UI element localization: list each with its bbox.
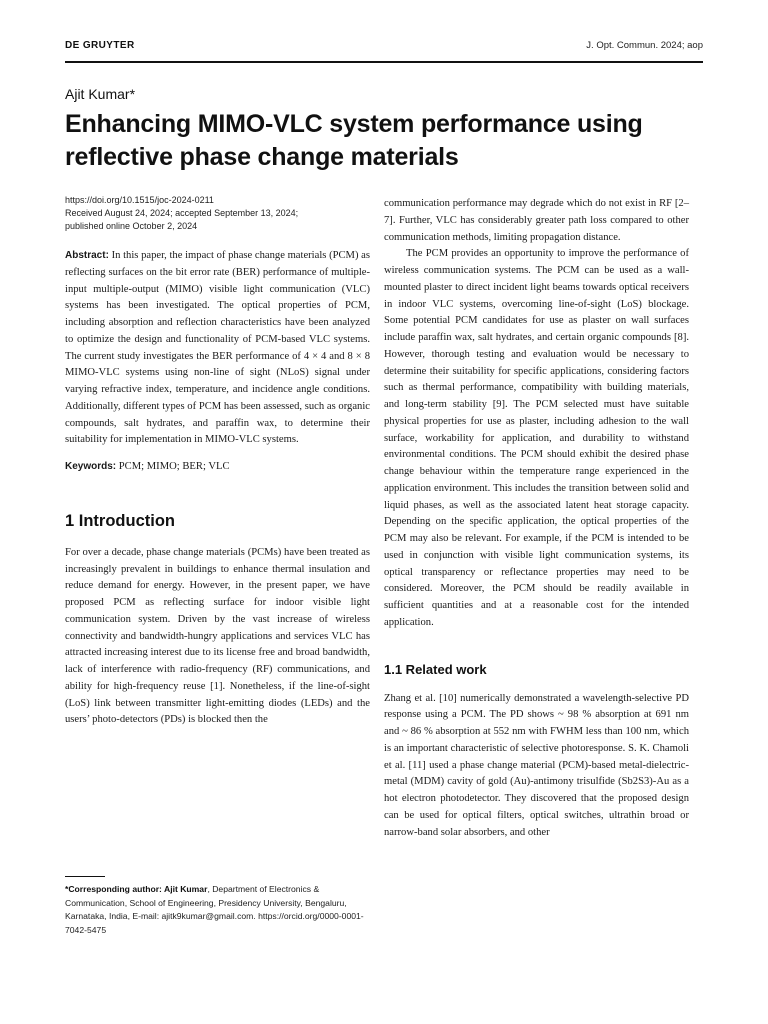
left-column	[65, 194, 370, 729]
article-metadata	[65, 194, 370, 233]
abstract-label: Abstract:	[65, 250, 109, 261]
keywords-text: PCM; MIMO; BER; VLC	[118, 461, 230, 472]
keywords-label: Keywords:	[65, 461, 117, 472]
footnote-rule	[65, 876, 105, 877]
related-work-paragraph-1: Zhang et al. [10] numerically demonstrated a wavelength-selective PD response using a PCM. The PD shows ~ 98 % absorption at 691 nm and ~ 86 % absorption at 552 nm with FWHM less than 100 nm, which is an important characteristic of selective photoresponse. S. K. Chamoli et al. [11] used a phase change material (PCM)-based metal-dielectric-metal (MDM) cavity of gold (Au)-antimony trisulfide (Sb2S3)-Au as a hot electron photodetector. They discovered that the proposed design can be used for optical filters, optical switches, ultrathin broad or narrow-band solar absorbers, and other	[384, 692, 689, 838]
abstract-text: In this paper, the impact of phase change materials (PCM) as reflecting surfaces on the bit error rate (BER) performance of multiple-input multiple-output (MIMO) visible light communication (VLC) systems has been investigated. The optical properties of PCM, including absorption and reflection characteristics have been analyzed to optimize the design and functionality of PCM-based VLC systems. The current study investigates the BER performance of 4 × 4 and 8 × 8 MIMO-VLC systems using non-line of sight (NLoS) signal under varying refractive index, temperature, and incidence angle conditions. Additionally, different types of PCM has been assessed, such as organic compounds, salt hydrates, and paraffin wax, to determine their suitability for implementation in MIMO-VLC systems.	[65, 250, 370, 446]
introduction-paragraph-1: For over a decade, phase change materials (PCMs) have been treated as increasingly prevalent in buildings to enhance thermal insulation and reduce demand for energy. However, in the present paper, we have proposed PCM as reflecting surface for indoor visible light communication system. Driven by the vast increase of wireless connectivity and bandwidth-hungry applications and services VLC has attracted increasing interest due to its license free and broad bandwidth, lack of interference with radio-frequency (RF) communications, and ability for high-frequency reuse [1]. Nonetheless, if the line-of-sight (LoS) link between transmitter light-emitting diodes (LEDs) and the users’ photo-detectors (PDs) is blocked then the	[65, 546, 370, 726]
corresponding-author-footnote	[65, 883, 370, 937]
published-date: published online October 2, 2024	[65, 221, 198, 231]
doi-link[interactable]: https://doi.org/10.1515/joc-2024-0211	[65, 195, 214, 205]
abstract	[65, 248, 370, 449]
running-header	[65, 40, 703, 56]
related-work-body	[384, 691, 689, 842]
introduction-paragraph-2: The PCM provides an opportunity to improve the performance of wireless communication systems. The PCM can be used as a wall-mounted plaster to direct incident light beams towards optical receivers in indoor VLC systems, overcoming line-of-sight (LoS) blockage. Some potential PCM candidates for use as plaster on wall surfaces include paraffin wax, salt hydrates, and certain organic compounds [8]. However, thorough testing and evaluation would be necessary to determine their suitability for specific applications, considering factors such as thermal performance, compatibility with building materials, and long-term stability [9]. The PCM selected must have suitable physical properties for use as plaster, including adhesion to the wall surface, workability for application, and durability to withstand environmental conditions. The PCM should exhibit the desired phase change behaviour within the temperature range experienced in the application environment. This includes the transition between solid and liquid phases, as well as the associated latent heat storage capacity. Depending on the specific application, the optical properties of the PCM may also be relevant. For example, if the PCM is intended to be used in conjunction with visible light communication systems, its optical transparency or reflectance properties may need to be considered. Moreover, the PCM should be readily available in sufficient quantities and at a reasonable cost for the intended application.	[384, 248, 689, 628]
footnote-text: , Department of Electronics & Communication, School of Engineering, Presidency University, Bengaluru, Karnataka, India, E-mail: ajitk9kumar@gmail.com. https://orcid.org/0000-0001-7042-5475	[65, 884, 364, 935]
introduction-paragraph-1-continued: communication performance may degrade which do not exist in RF [2–7]. Further, VLC has considerably greater path loss compared to other communication methods, limiting propagation distance.	[384, 198, 689, 243]
journal-reference: J. Opt. Commun. 2024; aop	[586, 40, 703, 51]
introduction-heading: 1 Introduction	[65, 511, 175, 530]
right-column	[384, 196, 689, 841]
paper-title: Enhancing MIMO-VLC system performance using reflective phase change materials	[65, 110, 643, 171]
header-rule	[65, 61, 703, 63]
publisher-name: DE GRUYTER	[65, 40, 135, 51]
introduction-body-left	[65, 545, 370, 729]
related-work-heading: 1.1 Related work	[384, 661, 487, 677]
author-name: Ajit Kumar*	[65, 86, 136, 102]
introduction-body-right	[384, 196, 689, 632]
keywords	[65, 459, 370, 476]
received-date: Received August 24, 2024; accepted September 13, 2024;	[65, 208, 299, 218]
footnote-label: *Corresponding author: Ajit Kumar	[65, 884, 208, 894]
